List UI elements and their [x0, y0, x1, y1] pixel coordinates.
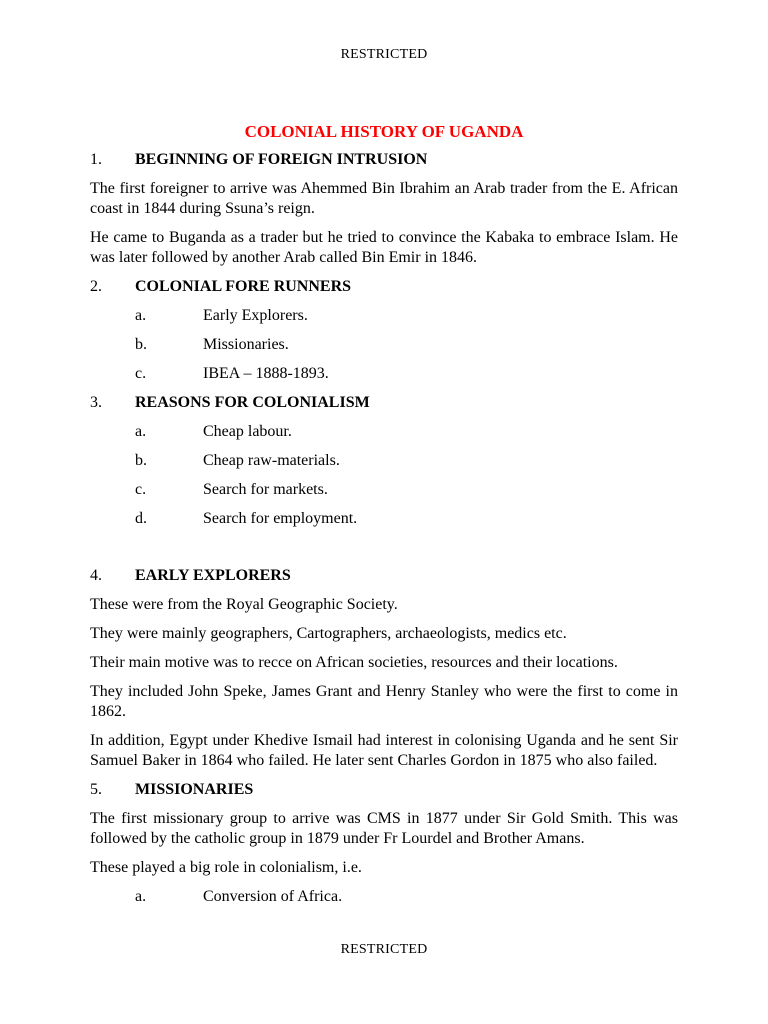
paragraph: These were from the Royal Geographic Society.	[90, 596, 398, 613]
list-item	[90, 480, 678, 500]
section-heading-2	[90, 277, 678, 297]
paragraph: These played a big role in colonialism, i.e.	[90, 859, 362, 876]
list-item-text: Cheap labour.	[203, 423, 292, 440]
list-item-text: Early Explorers.	[203, 307, 308, 324]
paragraph: In addition, Egypt under Khedive Ismail had interest in colonising Uganda and he sent Sir Samuel Baker in 1864 who failed. He later sent Charles Gordon in 1875 who also failed.	[90, 732, 678, 769]
list-item	[90, 509, 678, 529]
section-number: 3.	[90, 394, 102, 411]
section-number: 4.	[90, 567, 102, 584]
list-marker: a.	[135, 307, 147, 324]
list-marker: c.	[135, 365, 147, 382]
list-item-text: Cheap raw-materials.	[203, 452, 340, 469]
section-title: MISSIONARIES	[135, 781, 254, 798]
paragraph: Their main motive was to recce on African societies, resources and their locations.	[90, 654, 618, 671]
section-number: 5.	[90, 781, 102, 798]
list-item-text: IBEA – 1888-1893.	[203, 365, 329, 382]
list-marker: a.	[135, 423, 147, 440]
section-title: REASONS FOR COLONIALISM	[135, 394, 370, 411]
section-heading-4	[90, 566, 678, 586]
list-item	[90, 451, 678, 471]
paragraph: He came to Buganda as a trader but he tried to convince the Kabaka to embrace Islam. He was later followed by another Arab called Bin Emir in 1846.	[90, 229, 678, 266]
list-item-text: Search for markets.	[203, 481, 328, 498]
list-marker: c.	[135, 481, 147, 498]
section-title: COLONIAL FORE RUNNERS	[135, 278, 352, 295]
list-item	[90, 887, 678, 907]
list-marker: a.	[135, 888, 147, 905]
list-item-text: Search for employment.	[203, 510, 358, 527]
document-body	[90, 150, 678, 916]
paragraph: They included John Speke, James Grant and Henry Stanley who were the first to come in 1862.	[90, 683, 678, 720]
list-marker: d.	[135, 510, 147, 527]
spacer	[90, 538, 678, 566]
section-title: EARLY EXPLORERS	[135, 567, 291, 584]
section-number: 1.	[90, 151, 102, 168]
section-heading-5	[90, 780, 678, 800]
section-heading-3	[90, 393, 678, 413]
list-item	[90, 364, 678, 384]
paragraph: The first foreigner to arrive was Ahemmed Bin Ibrahim an Arab trader from the E. African coast in 1844 during Ssuna’s reign.	[90, 180, 678, 217]
list-marker: b.	[135, 452, 147, 469]
list-item	[90, 306, 678, 326]
page-header: RESTRICTED	[340, 47, 428, 62]
list-item-text: Conversion of Africa.	[203, 888, 343, 905]
list-item	[90, 335, 678, 355]
list-item	[90, 422, 678, 442]
section-title: BEGINNING OF FOREIGN INTRUSION	[135, 151, 428, 168]
page-footer: RESTRICTED	[340, 942, 428, 957]
document-title: COLONIAL HISTORY OF UGANDA	[244, 122, 524, 141]
list-marker: b.	[135, 336, 147, 353]
list-item-text: Missionaries.	[203, 336, 289, 353]
section-heading-1	[90, 150, 678, 170]
section-number: 2.	[90, 278, 102, 295]
paragraph: The first missionary group to arrive was CMS in 1877 under Sir Gold Smith. This was followed by the catholic group in 1879 under Fr Lourdel and Brother Amans.	[90, 810, 678, 847]
paragraph: They were mainly geographers, Cartographers, archaeologists, medics etc.	[90, 625, 567, 642]
